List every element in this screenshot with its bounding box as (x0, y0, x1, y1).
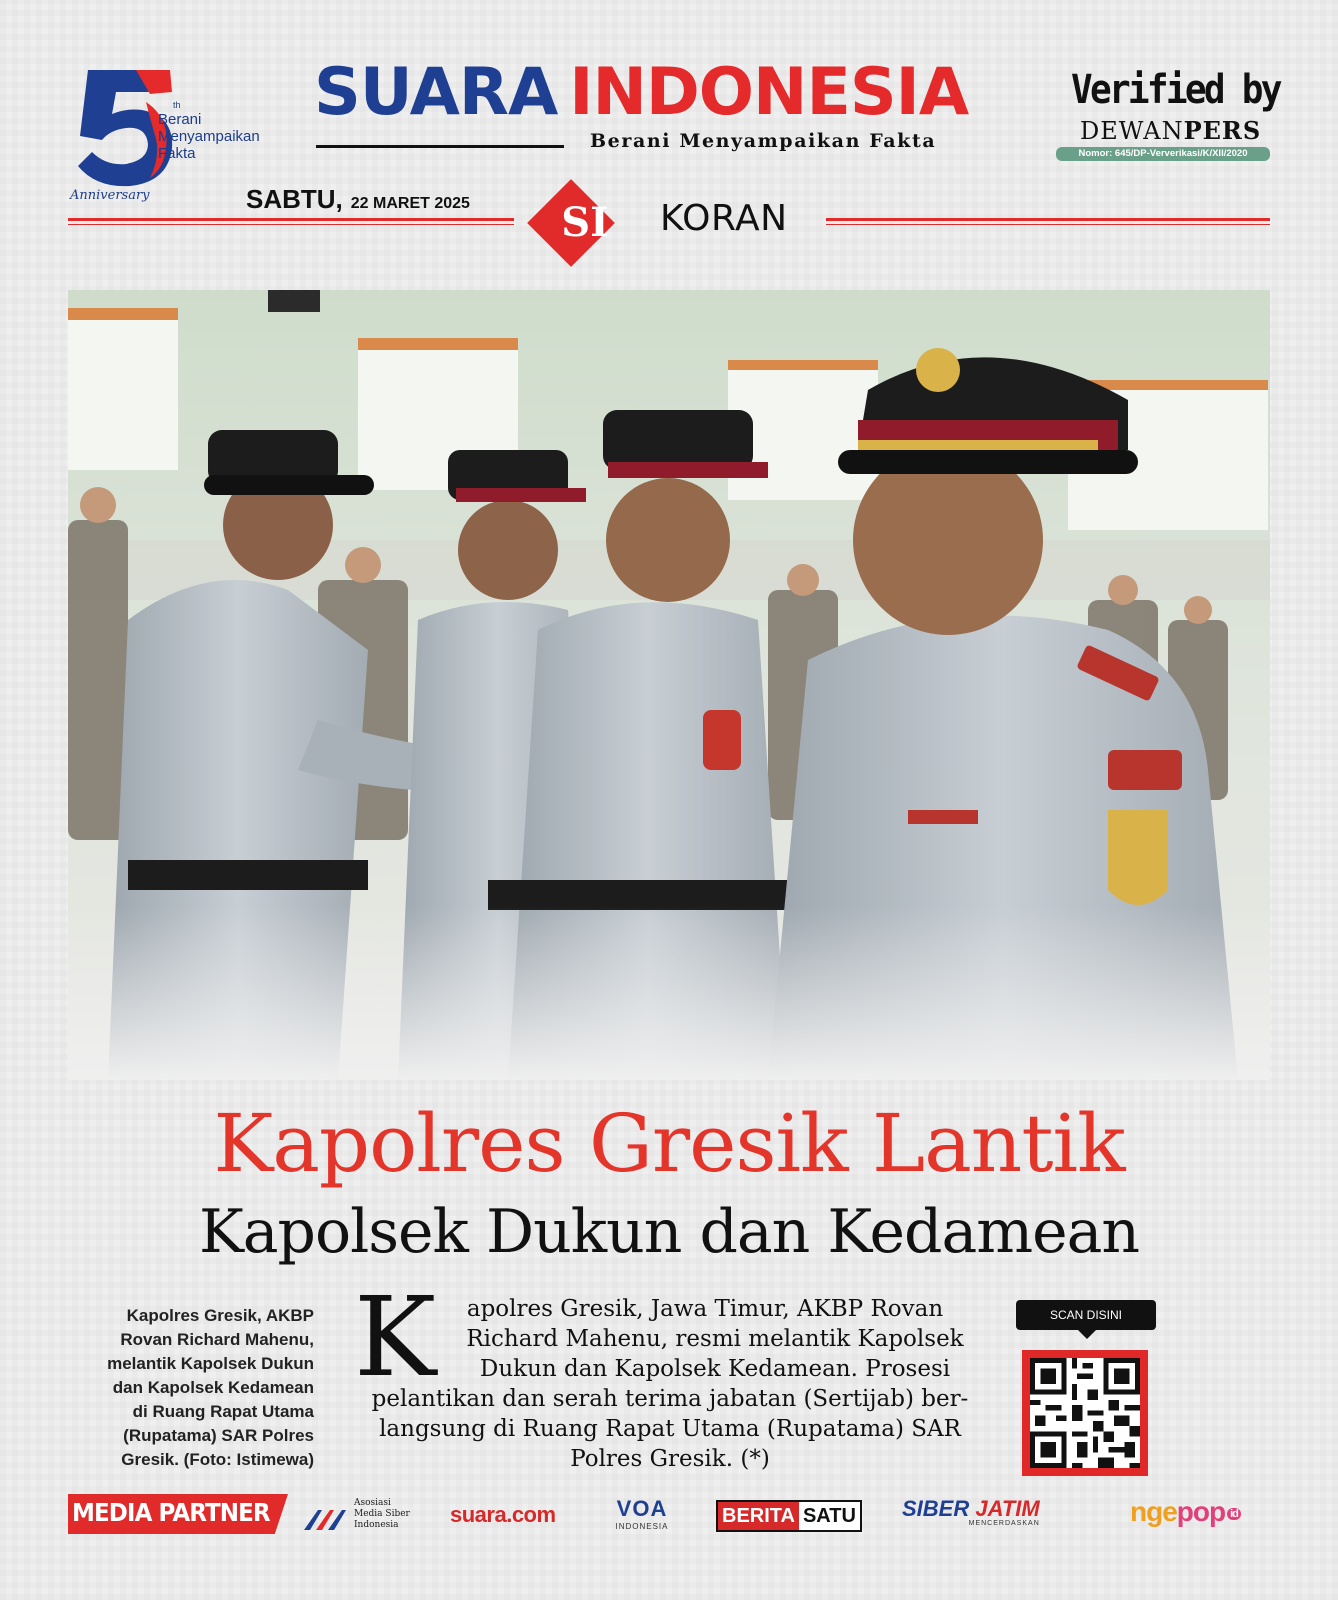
subheadline: Kapolsek Dukun dan Kedamean (198, 1197, 1140, 1267)
partner-beritasatu[interactable]: BERITA SATU (716, 1500, 862, 1532)
media-partner-label: MEDIA PARTNER (72, 1498, 270, 1527)
masthead-tagline: Berani Menyampaikan Fakta (590, 130, 937, 152)
section-label: KORAN (660, 198, 788, 239)
masthead-word-indonesia: INDONESIA (569, 55, 969, 130)
anniversary-suffix: th (173, 100, 181, 110)
divider-left (68, 218, 514, 221)
scan-label: SCAN DISINI (1016, 1300, 1156, 1330)
amsi-logo-icon (302, 1506, 350, 1532)
dateline (246, 184, 470, 215)
anniversary-script: Anniversary (70, 188, 150, 203)
qr-code-icon (1030, 1358, 1140, 1468)
drop-cap: K (354, 1273, 437, 1401)
photo-caption: Kapolres Gresik, AKBP Rovan Richard Mahenu, melantik Kapolsek Dukun dan Kapolsek Kedamean di Ruang Rapat Utama (Rupatama) SAR Polres Gresik. (Foto: Istimewa) (107, 1306, 314, 1469)
masthead-word-suara: SUARA (314, 55, 558, 130)
headline: Kapolres Gresik Lantik (213, 1097, 1125, 1190)
divider-right (826, 218, 1270, 221)
qr-code[interactable] (1022, 1350, 1148, 1476)
partner-voa[interactable]: VOA INDONESIA (615, 1496, 669, 1531)
dewan-pers-logo: DEWANPERS (1080, 116, 1262, 145)
date-value: 22 MARET 2025 (350, 195, 470, 212)
divider-right-thin (826, 224, 1270, 225)
partner-siberjatim[interactable]: SIBER JATIM MENCERDASKAN (902, 1496, 1040, 1527)
partner-amsi[interactable]: Asosiasi Media Siber Indonesia (302, 1498, 422, 1534)
article-photo[interactable] (68, 290, 1270, 1080)
scan-label-pointer (1077, 1329, 1097, 1339)
verified-label: Verified by (1071, 67, 1280, 113)
masthead-title[interactable] (314, 55, 969, 130)
masthead-underline (316, 145, 564, 148)
si-badge-text: SI (561, 199, 609, 246)
partner-suara[interactable]: suara.com (450, 1502, 556, 1527)
divider-left-thin (68, 224, 514, 225)
partner-ngepop[interactable]: ngepop id (1130, 1496, 1241, 1528)
article-body: apolres Gresik, Jawa Timur, AKBP Rovan Richard Mahenu, resmi melantik Kapolsek Dukun dan Kapolsek Kedamean. Prosesi pelantikan dan serah terima jabatan (Sertijab) ber- langsung di Ruang Rapat Utama (Rupatama) SAR Polres Gresik. (*) (371, 1296, 969, 1472)
verification-number: Nomor: 645/DP-Ververikasi/K/XII/2020 (1056, 147, 1270, 161)
date-day: SABTU, (246, 184, 343, 214)
anniversary-tagline: Berani Menyampaikan Fakta (158, 111, 260, 162)
